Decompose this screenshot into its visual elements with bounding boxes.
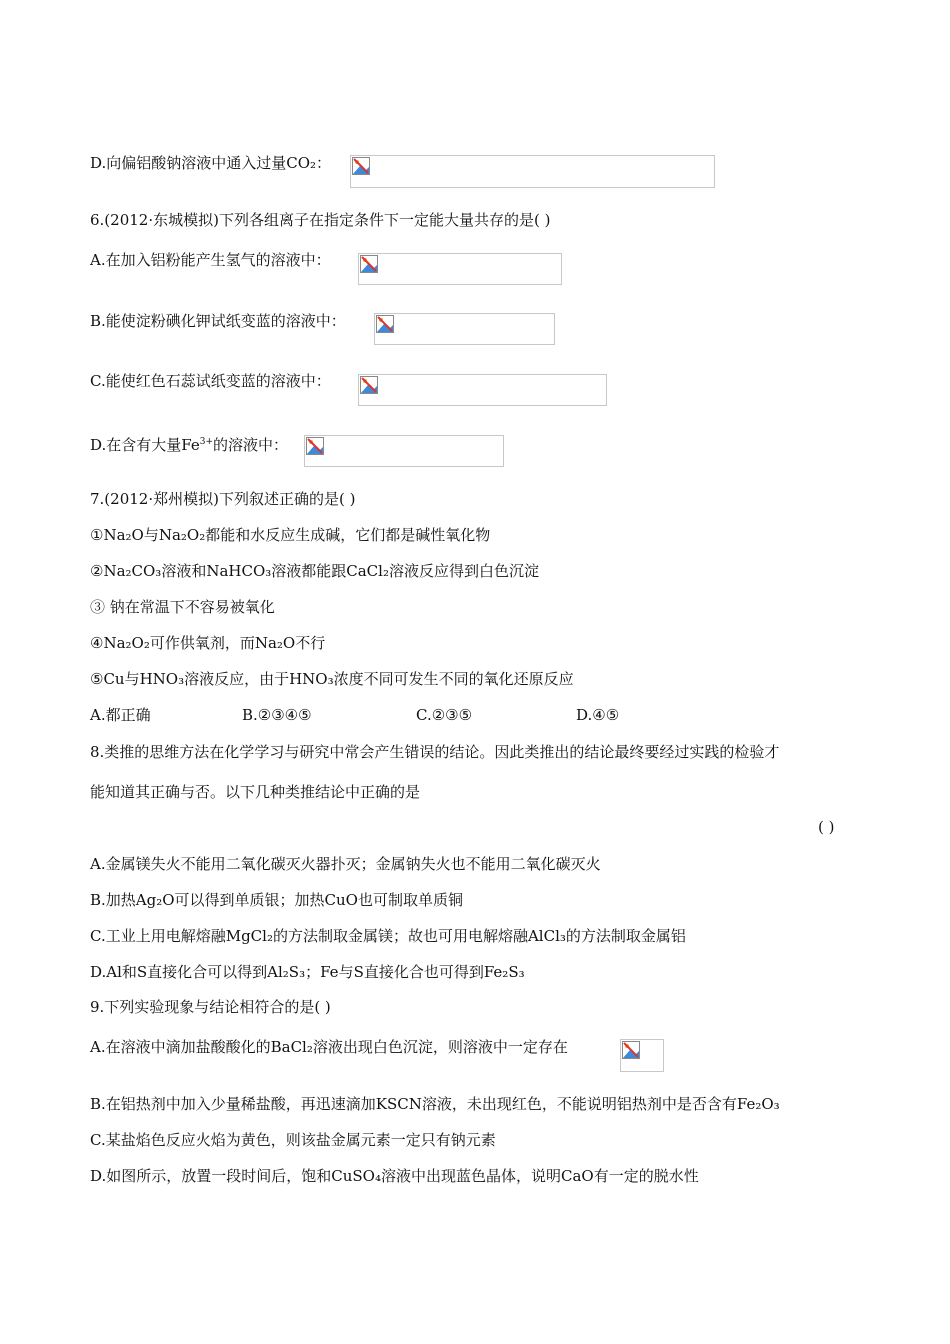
q6-option-c: C.能使红色石蕊试纸变蓝的溶液中： [90, 372, 331, 390]
q7-stem: 7.(2012·郑州模拟)下列叙述正确的是( ) [90, 490, 356, 508]
formula-image-placeholder [304, 435, 504, 467]
broken-image-icon [352, 157, 370, 175]
q7-option-c: C.②③⑤ [416, 706, 473, 724]
q7-option-d: D.④⑤ [576, 706, 620, 724]
q7-option-a: A.都正确 [90, 706, 151, 724]
q9-option-c: C.某盐焰色反应火焰为黄色，则该盐金属元素一定只有钠元素 [90, 1131, 496, 1149]
q6-d-text: D.在含有大量Fe [90, 436, 200, 454]
q8-stem-line-1: 8.类推的思维方法在化学学习与研究中常会产生错误的结论。因此类推出的结论最终要经过实践的检验才 [90, 743, 780, 761]
q6-option-b: B.能使淀粉碘化钾试纸变蓝的溶液中： [90, 312, 346, 330]
charge-superscript: 3+ [199, 437, 214, 447]
q9-option-b: B.在铝热剂中加入少量稀盐酸，再迅速滴加KSCN溶液，未出现红色，不能说明铝热剂中是否含有Fe₂O₃ [90, 1095, 780, 1113]
q7-statement-3: ③ 钠在常温下不容易被氧化 [90, 598, 275, 616]
q7-option-b: B.②③④⑤ [242, 706, 312, 724]
q6-option-d [90, 432, 288, 455]
formula-image-placeholder [358, 253, 562, 285]
q8-stem-line-2: 能知道其正确与否。以下几种类推结论中正确的是 [90, 783, 421, 801]
broken-image-icon [306, 437, 324, 455]
q9-option-d: D.如图所示，放置一段时间后，饱和CuSO₄溶液中出现蓝色晶体，说明CaO有一定的脱水性 [90, 1167, 699, 1185]
broken-image-icon [376, 315, 394, 333]
broken-image-icon [360, 376, 378, 394]
q8-answer-parentheses: ( ) [818, 818, 835, 836]
q8-option-a: A.金属镁失火不能用二氧化碳灭火器扑灭；金属钠失火也不能用二氧化碳灭火 [90, 855, 601, 873]
formula-image-placeholder [620, 1039, 664, 1072]
q8-option-d: D.Al和S直接化合可以得到Al₂S₃；Fe与S直接化合也可得到Fe₂S₃ [90, 963, 525, 981]
q7-statement-4: ④Na₂O₂可作供氧剂，而Na₂O不行 [90, 634, 326, 652]
broken-image-icon [622, 1041, 640, 1059]
q7-statement-2: ②Na₂CO₃溶液和NaHCO₃溶液都能跟CaCl₂溶液反应得到白色沉淀 [90, 562, 539, 580]
q7-options [90, 705, 619, 725]
q6-option-a: A.在加入铝粉能产生氢气的溶液中： [90, 251, 331, 269]
formula-image-placeholder [374, 313, 555, 345]
q6-stem: 6.(2012·东城模拟)下列各组离子在指定条件下一定能大量共存的是( ) [90, 211, 551, 229]
q5-option-d: D.向偏铝酸钠溶液中通入过量CO₂： [90, 154, 332, 172]
formula-image-placeholder [358, 374, 607, 406]
q7-statement-1: ①Na₂O与Na₂O₂都能和水反应生成碱，它们都是碱性氧化物 [90, 526, 491, 544]
q9-stem: 9.下列实验现象与结论相符合的是( ) [90, 998, 331, 1016]
broken-image-icon [360, 255, 378, 273]
q7-statement-5: ⑤Cu与HNO₃溶液反应，由于HNO₃浓度不同可发生不同的氧化还原反应 [90, 670, 574, 688]
q8-option-b: B.加热Ag₂O可以得到单质银；加热CuO也可制取单质铜 [90, 891, 463, 909]
q8-option-c: C.工业上用电解熔融MgCl₂的方法制取金属镁；故也可用电解熔融AlCl₃的方法制取金属铝 [90, 927, 686, 945]
q9-option-a: A.在溶液中滴加盐酸酸化的BaCl₂溶液出现白色沉淀，则溶液中一定存在 [90, 1038, 568, 1056]
q6-d-text-end: 的溶液中： [213, 436, 289, 454]
formula-image-placeholder [350, 155, 715, 188]
